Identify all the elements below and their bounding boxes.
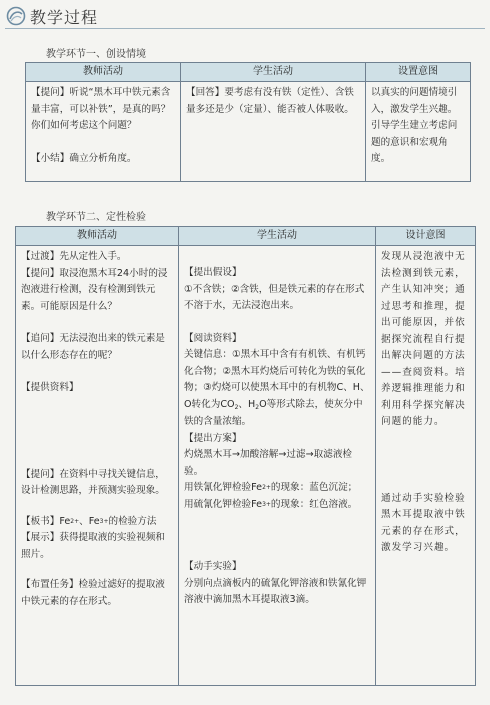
s2-s-fe2-test: 用铁氰化钾检验$Fe^{2+}$的现象：蓝色沉淀； xyxy=(184,482,358,493)
s2-col-student: 学生活动 xyxy=(179,227,376,246)
swirl-logo-icon xyxy=(6,6,26,26)
s2-s-experiment-text: 分别向点滴板内的硫氰化钾溶液和铁氰化钾溶液中滴加黑木耳提取液3滴。 xyxy=(184,577,367,605)
s1-teacher-cell xyxy=(26,82,181,182)
s1-student-cell xyxy=(181,82,366,182)
s2-intent-2: 通过动手实验检验黑木耳提取液中铁元素的存在形式，激发学习兴趣。 xyxy=(381,492,466,553)
s1-teacher-question: 【提问】听说“黑木耳中铁元素含量丰富，可以补铁”，是真的吗？你们如何考虑这个问题？ xyxy=(31,87,171,131)
section2-body-row xyxy=(16,246,476,686)
s2-intent-cell xyxy=(376,246,476,686)
section1-table xyxy=(25,62,471,182)
s1-student-answer: 【回答】要考虑有没有铁（定性）、含铁量多还是少（定量）、能否被人体吸收。 xyxy=(186,87,354,115)
s2-s-plan-text: 灼烧黑木耳→加酸溶解→过滤→取滤液检验。 xyxy=(184,449,353,477)
s2-s-plan: 【提出方案】 xyxy=(184,432,242,444)
s2-t-material: 【提供资料】 xyxy=(21,382,79,393)
s1-col-teacher: 教师活动 xyxy=(26,63,181,82)
section2-table xyxy=(15,226,476,686)
page-header xyxy=(0,0,490,30)
s2-s-hypothesis-text: ①不含铁；②含铁，但是铁元素的存在形式不溶于水，无法浸泡出来。 xyxy=(184,283,365,311)
s2-t-show: 【展示】获得提取液的实验视频和照片。 xyxy=(21,532,165,560)
s2-student-cell xyxy=(179,246,376,686)
s2-s-key-info: 关键信息：①黑木耳中含有有机铁、有机钙化合物；②黑木耳灼烧后可转化为铁的氧化物；③灼烧可以使黑木耳中的有机物C、H、O转化为$CO_2$、$H_2O$等形式除去，使灰分中铁的含量浓缩。 xyxy=(184,349,370,427)
s2-t-followup: 【追问】无法浸泡出来的铁元素是以什么形态存在的呢？ xyxy=(21,333,165,361)
s2-teacher-cell xyxy=(16,246,179,686)
s1-teacher-summary: 【小结】确立分析角度。 xyxy=(31,152,137,164)
s1-intent-text: 以真实的问题情境引入，激发学生兴趣。引导学生建立考虑问题的意识和宏观角度。 xyxy=(371,87,458,164)
s2-col-teacher: 教师活动 xyxy=(16,227,179,246)
s2-t-transition: 【过渡】先从定性入手。 xyxy=(21,251,127,262)
s2-t-question: 【提问】取浸泡黑木耳24小时的浸泡液进行检测，没有检测到铁元素。可能原因是什么？ xyxy=(21,267,168,312)
s1-col-student: 学生活动 xyxy=(181,63,366,82)
s2-t-task: 【布置任务】检验过滤好的提取液中铁元素的存在形式。 xyxy=(21,579,165,607)
section1-title: 教学环节一、创设情境 xyxy=(46,49,146,60)
section1-header-row xyxy=(26,63,471,82)
s2-s-hypothesis: 【提出假设】 xyxy=(184,267,242,278)
s1-col-intent: 设置意图 xyxy=(366,63,471,82)
section2-header-row xyxy=(16,227,476,246)
s1-intent-cell xyxy=(366,82,471,182)
s2-s-fe3-test: 用硫氰化钾检验$Fe^{3+}$的现象：红色溶液。 xyxy=(184,498,358,510)
s2-t-question2: 【提问】在资料中寻找关键信息，设计检测思路，并预测实验现象。 xyxy=(21,468,165,496)
s2-intent-1: 发现从浸泡液中无法检测到铁元素，产生认知冲突；通过思考和推理，提出可能原因，并依据探究流程自行提出解决问题的方法——查阅资料。培养逻辑推理能力和利用科学探究解决问题的能力。 xyxy=(381,251,466,427)
s2-t-board: 【板书】$Fe^{2+}$、$Fe^{3+}$的检验方法 xyxy=(21,515,157,527)
s2-col-intent: 设计意图 xyxy=(376,227,476,246)
section2-title: 教学环节二、定性检验 xyxy=(46,212,146,223)
section1-body-row xyxy=(26,82,471,182)
s2-s-experiment: 【动手实验】 xyxy=(184,561,242,572)
page-title: 教学过程 xyxy=(30,8,99,27)
s2-s-reading: 【阅读资料】 xyxy=(184,332,242,344)
header-divider xyxy=(5,28,485,29)
